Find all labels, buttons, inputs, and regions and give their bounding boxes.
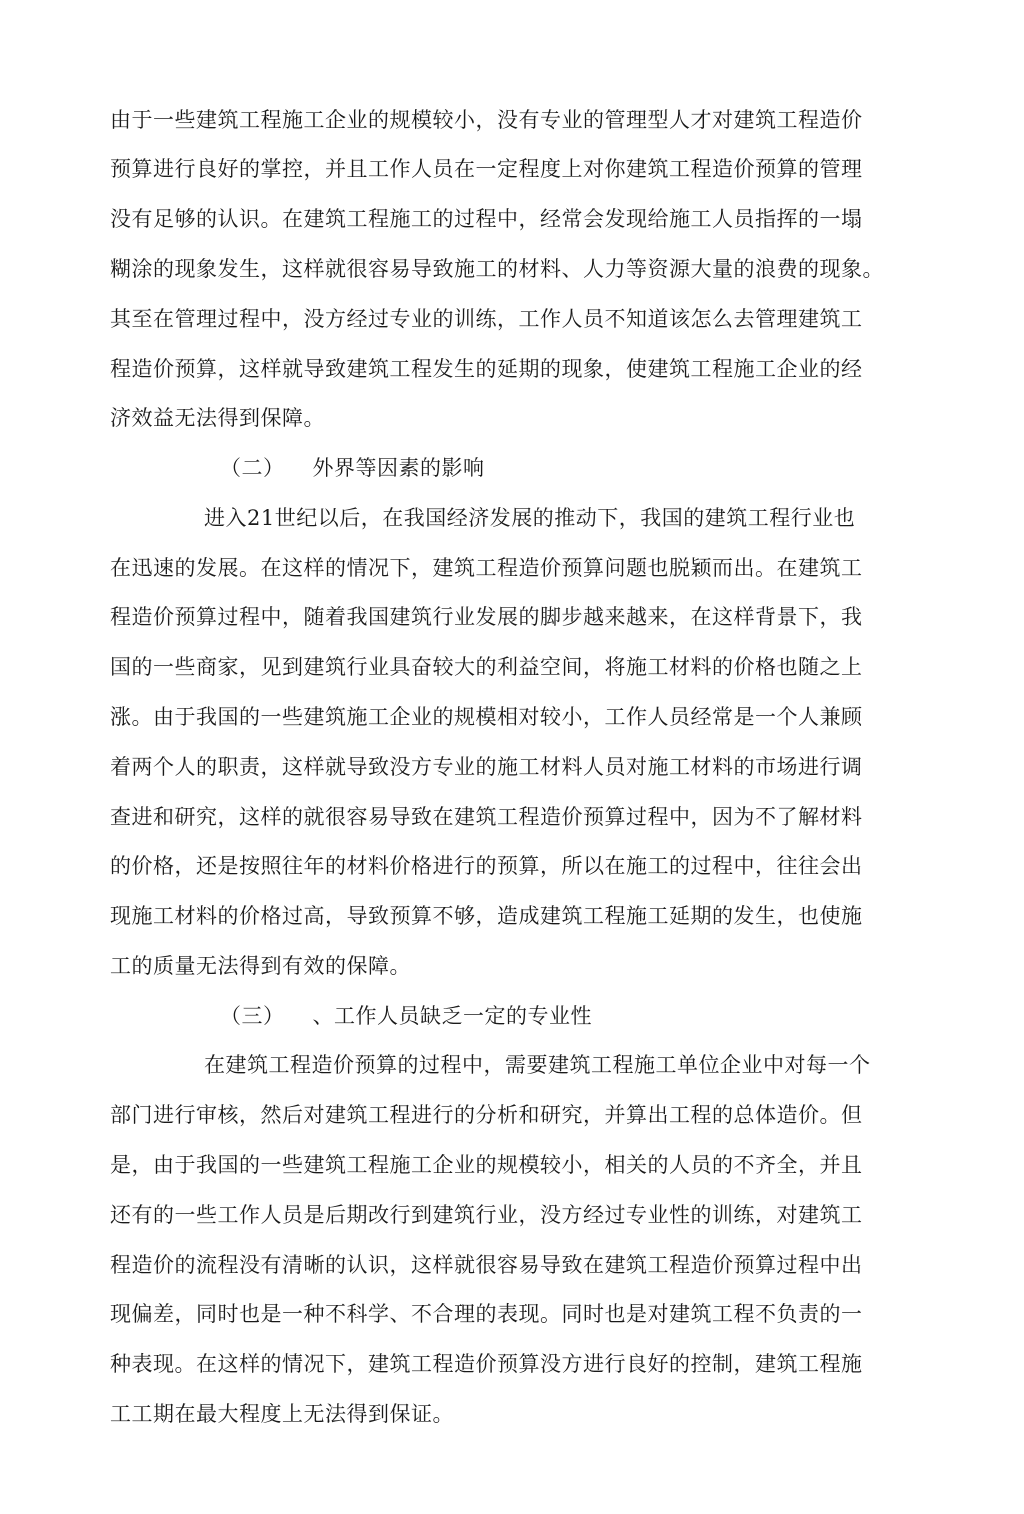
paragraph-3-line-2: 部门进行审核，然后对建筑工程进行的分析和研究，并算出工程的总体造价。但 bbox=[110, 1103, 863, 1127]
paragraph-1-line-4: 糊涂的现象发生，这样就很容易导致施工的材料、人力等资源大量的浪费的现象。 bbox=[110, 257, 884, 281]
paragraph-2-line-4: 国的一些商家，见到建筑行业具奋较大的利益空间，将施工材料的价格也随之上 bbox=[110, 655, 863, 679]
paragraph-2-line-3: 程造价预算过程中，随着我国建筑行业发展的脚步越来越来，在这样背景下，我 bbox=[110, 605, 863, 629]
paragraph-2-line-9: 现施工材料的价格过高，导致预算不够，造成建筑工程施工延期的发生，也使施 bbox=[110, 904, 863, 928]
paragraph-1-line-6: 程造价预算，这样就导致建筑工程发生的延期的现象，使建筑工程施工企业的经 bbox=[110, 357, 863, 381]
paragraph-2-line-7: 查进和研究，这样的就很容易导致在建筑工程造价预算过程中，因为不了解材料 bbox=[110, 805, 863, 829]
paragraph-2-line-5: 涨。由于我国的一些建筑施工企业的规模相对较小，工作人员经常是一个人兼顾 bbox=[110, 705, 863, 729]
section-heading-2 bbox=[220, 454, 485, 482]
section-heading-3-number: （三） bbox=[220, 1004, 285, 1028]
paragraph-3-line-5: 程造价的流程没有清晰的认识，这样就很容易导致在建筑工程造价预算过程中出 bbox=[110, 1253, 863, 1277]
paragraph-2-line-10: 工的质量无法得到有效的保障。 bbox=[110, 954, 411, 978]
paragraph-1-line-1: 由于一些建筑工程施工企业的规模较小，没有专业的管理型人才对建筑工程造价 bbox=[110, 108, 863, 132]
paragraph-1-line-2: 预算进行良好的掌控，并且工作人员在一定程度上对你建筑工程造价预算的管理 bbox=[110, 157, 863, 181]
section-heading-2-text: 外界等因素的影响 bbox=[312, 456, 485, 480]
paragraph-3-line-1: 在建筑工程造价预算的过程中，需要建筑工程施工单位企业中对每一个 bbox=[204, 1053, 871, 1077]
paragraph-3-line-8: 工工期在最大程度上无法得到保证。 bbox=[110, 1402, 454, 1426]
paragraph-2-line-2: 在迅速的发展。在这样的情况下，建筑工程造价预算问题也脱颖而出。在建筑工 bbox=[110, 556, 863, 580]
paragraph-2-line-6: 着两个人的职责，这样就导致没方专业的施工材料人员对施工材料的市场进行调 bbox=[110, 755, 863, 779]
paragraph-3-line-6: 现偏差，同时也是一种不科学、不合理的表现。同时也是对建筑工程不负责的一 bbox=[110, 1302, 863, 1326]
paragraph-2-line-1: 进入21世纪以后，在我国经济发展的推动下，我国的建筑工程行业也 bbox=[204, 506, 856, 530]
section-heading-3 bbox=[220, 1002, 592, 1030]
paragraph-1-line-5: 其至在管理过程中，没方经过专业的训练，工作人员不知道该怎么去管理建筑工 bbox=[110, 307, 863, 331]
section-heading-2-number: （二） bbox=[220, 456, 285, 480]
paragraph-1-line-3: 没有足够的认识。在建筑工程施工的过程中，经常会发现给施工人员指挥的一塌 bbox=[110, 207, 863, 231]
paragraph-1-line-7: 济效益无法得到保障。 bbox=[110, 406, 325, 430]
paragraph-2-line-8: 的价格，还是按照往年的材料价格进行的预算，所以在施工的过程中，往往会出 bbox=[110, 854, 863, 878]
paragraph-3-line-3: 是，由于我国的一些建筑工程施工企业的规模较小，相关的人员的不齐全，并且 bbox=[110, 1153, 863, 1177]
paragraph-3-line-7: 种表现。在这样的情况下，建筑工程造价预算没方进行良好的控制，建筑工程施 bbox=[110, 1352, 863, 1376]
paragraph-3-line-4: 还有的一些工作人员是后期改行到建筑行业，没方经过专业性的训练，对建筑工 bbox=[110, 1203, 863, 1227]
section-heading-3-text: 、工作人员缺乏一定的专业性 bbox=[312, 1004, 592, 1028]
